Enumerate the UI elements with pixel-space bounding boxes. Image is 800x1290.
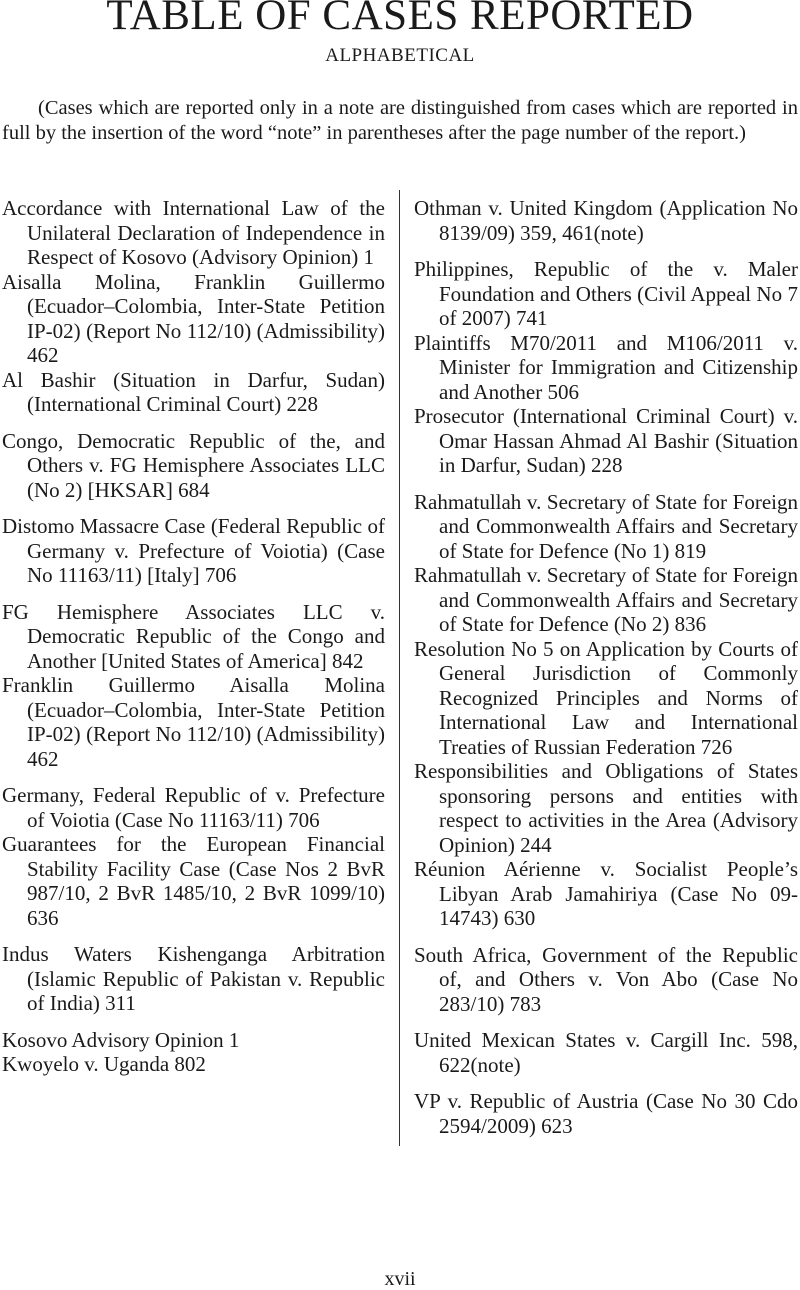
case-entry: Rahmatullah v. Secretary of State for Foreign and Commonwealth Affairs and Secretary of State for Defence (No 1) 819 [414, 489, 798, 563]
case-entry: Franklin Guillermo Aisalla Molina (Ecuador–Colombia, Inter-State Petition IP-02) (Report No 112/10) (Admissibility) 462 [2, 673, 385, 771]
case-entry: Congo, Democratic Republic of the, and Others v. FG Hemisphere Associates LLC (No 2) [HKSAR] 684 [2, 428, 385, 502]
case-entry: United Mexican States v. Cargill Inc. 598, 622(note) [414, 1028, 798, 1077]
case-entry: FG Hemisphere Associates LLC v. Democratic Republic of the Congo and Another [United States of America] 842 [2, 599, 385, 673]
case-entry: Al Bashir (Situation in Darfur, Sudan) (International Criminal Court) 228 [2, 367, 385, 416]
case-entry: Rahmatullah v. Secretary of State for Foreign and Commonwealth Affairs and Secretary of State for Defence (No 2) 836 [414, 563, 798, 636]
case-entry: Responsibilities and Obligations of States sponsoring persons and entities with respect to activities in the Area (Advisory Opinion) 244 [414, 759, 798, 857]
case-entry: Kwoyelo v. Uganda 802 [2, 1052, 206, 1076]
case-entry: Philippines, Republic of the v. Maler Foundation and Others (Civil Appeal No 7 of 2007) 741 [414, 257, 798, 330]
case-entry: Distomo Massacre Case (Federal Republic of Germany v. Prefecture of Voiotia) (Case No 11163/11) [Italy] 706 [2, 514, 385, 587]
case-entry: South Africa, Government of the Republic of, and Others v. Von Abo (Case No 283/10) 783 [414, 942, 798, 1016]
case-entry: Indus Waters Kishenganga Arbitration (Islamic Republic of Pakistan v. Republic of India) 311 [2, 942, 385, 1015]
page-title: TABLE OF CASES REPORTED [106, 0, 694, 39]
case-entry: Plaintiffs M70/2011 and M106/2011 v. Minister for Immigration and Citizenship and Another 506 [414, 330, 798, 404]
case-entry: Accordance with International Law of the Unilateral Declaration of Independence in Respect of Kosovo (Advisory Opinion) 1 [2, 196, 385, 269]
case-entry: Germany, Federal Republic of v. Prefecture of Voiotia (Case No 11163/11) 706 [2, 783, 385, 832]
column-divider [399, 190, 400, 1146]
case-entry: Réunion Aérienne v. Socialist People’s Libyan Arab Jamahiriya (Case No 09-14743) 630 [414, 857, 798, 930]
intro-note: (Cases which are reported only in a note are distinguished from cases which are reported in full by the insertion of the word “note” in parentheses after the page number of the report.) [2, 97, 798, 144]
case-entry: VP v. Republic of Austria (Case No 30 Cdo 2594/2009) 623 [414, 1089, 798, 1138]
left-column [2, 196, 385, 1077]
case-entry: Kosovo Advisory Opinion 1 [2, 1027, 240, 1052]
case-entry: Othman v. United Kingdom (Application No 8139/09) 359, 461(note) [414, 196, 798, 245]
case-entry: Resolution No 5 on Application by Courts of General Jurisdiction of Commonly Recognized Principles and Norms of International Law and International Treaties of Russian Federation 726 [414, 636, 798, 759]
case-entry: Guarantees for the European Financial Stability Facility Case (Case Nos 2 BvR 987/10, 2 BvR 1485/10, 2 BvR 1099/10) 636 [2, 832, 385, 930]
case-entry: Aisalla Molina, Franklin Guillermo (Ecuador–Colombia, Inter-State Petition IP-02) (Report No 112/10) (Admissibility) 462 [2, 269, 385, 367]
page-number: xvii [384, 1268, 416, 1290]
right-column [414, 196, 798, 1138]
page-subtitle: ALPHABETICAL [325, 45, 475, 66]
case-entry: Prosecutor (International Criminal Court) v. Omar Hassan Ahmad Al Bashir (Situation in Darfur, Sudan) 228 [414, 404, 798, 477]
